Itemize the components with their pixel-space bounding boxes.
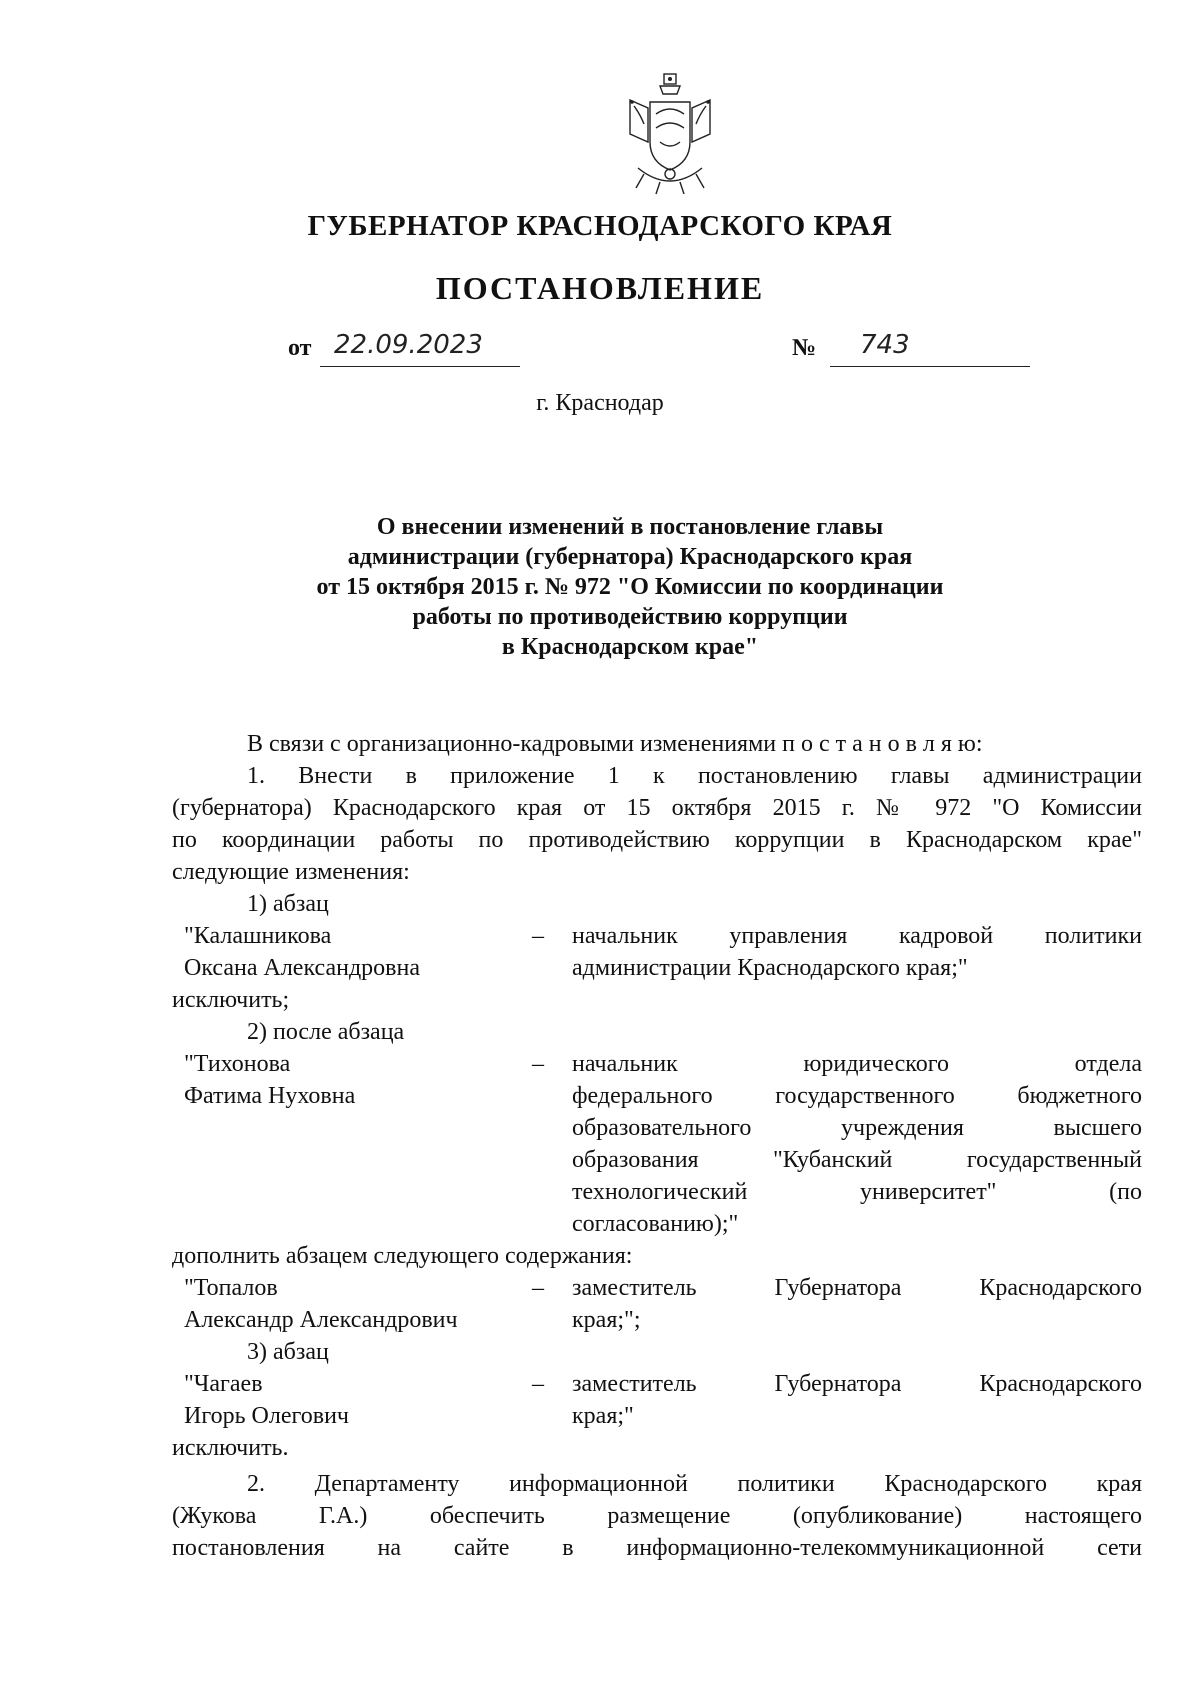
position-line: края;"; <box>572 1307 641 1333</box>
supplement-instruction: дополнить абзацем следующего содержания: <box>172 1243 633 1269</box>
subject-line: от 15 октября 2015 г. № 972 "О Комиссии по координации <box>316 574 944 600</box>
item-2-line: постановления на сайте в информационно-телекоммуникационной сети <box>172 1535 1142 1561</box>
position-line: начальник юридического отдела <box>572 1051 1142 1077</box>
issuing-authority: ГУБЕРНАТОР КРАСНОДАРСКОГО КРАЯ <box>307 210 893 242</box>
member-surname: "Чагаев <box>184 1371 263 1397</box>
item-2 <box>172 1468 1142 1564</box>
entry-dash: – <box>532 1051 544 1077</box>
member-entry <box>172 1368 1142 1432</box>
position-line: края;" <box>572 1403 634 1429</box>
city-name: г. Краснодар <box>536 390 664 416</box>
preamble: В связи с организационно-кадровыми изменениями п о с т а н о в л я ю: <box>247 731 983 757</box>
position-line: администрации Краснодарского края;" <box>572 955 968 981</box>
member-position <box>572 1368 1142 1432</box>
position-line: согласованию);" <box>572 1211 739 1237</box>
member-given-names: Игорь Олегович <box>184 1403 349 1429</box>
position-line: начальник управления кадровой политики <box>572 923 1142 949</box>
position-line: образовательного учреждения высшего <box>572 1115 1142 1141</box>
member-name <box>172 1048 532 1240</box>
member-entry <box>172 920 1142 984</box>
member-position <box>572 1048 1142 1240</box>
member-surname: "Калашникова <box>184 923 332 949</box>
number-handwritten: 743 <box>860 330 910 360</box>
date-prefix: от <box>288 335 312 361</box>
item-2-line: (Жукова Г.А.) обеспечить размещение (опубликование) настоящего <box>172 1503 1142 1529</box>
position-line: технологический университет" (по <box>572 1179 1142 1205</box>
item-1-line: по координации работы по противодействию коррупции в Краснодарском крае" <box>172 827 1142 853</box>
subject-line: работы по противодействию коррупции <box>412 604 848 630</box>
item-1-line: (губернатора) Краснодарского края от 15 октября 2015 г. № 972 "О Комиссии <box>172 795 1142 821</box>
date-underline <box>320 366 520 367</box>
item-1-line: следующие изменения: <box>172 859 410 885</box>
item-2-line: 2. Департаменту информационной политики Краснодарского края <box>247 1471 1142 1497</box>
coat-of-arms-emblem <box>620 70 720 200</box>
position-line: заместитель Губернатора Краснодарского <box>572 1371 1142 1397</box>
exclude-instruction: исключить. <box>172 1435 289 1461</box>
exclude-instruction: исключить; <box>172 987 290 1013</box>
subject-line: администрации (губернатора) Краснодарского края <box>347 544 913 570</box>
entry-dash: – <box>532 923 544 949</box>
entry-dash: – <box>532 1371 544 1397</box>
date-handwritten: 22.09.2023 <box>334 330 483 360</box>
document-body <box>172 728 1142 1564</box>
member-position <box>572 920 1142 984</box>
item-1 <box>172 760 1142 888</box>
number-underline <box>830 366 1030 367</box>
member-position <box>572 1272 1142 1336</box>
member-name <box>172 1272 532 1336</box>
subject-line: в Краснодарском крае" <box>501 634 759 660</box>
position-line: заместитель Губернатора Краснодарского <box>572 1275 1142 1301</box>
member-surname: "Топалов <box>184 1275 278 1301</box>
entry-dash: – <box>532 1275 544 1301</box>
document-type-title: ПОСТАНОВЛЕНИЕ <box>435 270 765 306</box>
subject-line: О внесении изменений в постановление главы <box>376 514 884 540</box>
subitem-1: 1) абзац <box>247 891 329 917</box>
member-entry <box>172 1272 1142 1336</box>
number-prefix: № <box>792 335 817 361</box>
member-entry <box>172 1048 1142 1240</box>
position-line: образования "Кубанский государственный <box>572 1147 1142 1173</box>
document-subject <box>260 512 1000 662</box>
subitem-2: 2) после абзаца <box>247 1019 405 1045</box>
member-name <box>172 1368 532 1432</box>
member-given-names: Александр Александрович <box>184 1307 458 1333</box>
subitem-3: 3) абзац <box>247 1339 329 1365</box>
member-given-names: Фатима Нуховна <box>184 1083 356 1109</box>
position-line: федерального государственного бюджетного <box>572 1083 1142 1109</box>
member-given-names: Оксана Александровна <box>184 955 420 981</box>
member-name <box>172 920 532 984</box>
item-1-line: 1. Внести в приложение 1 к постановлению главы администрации <box>247 763 1142 789</box>
member-surname: "Тихонова <box>184 1051 291 1077</box>
